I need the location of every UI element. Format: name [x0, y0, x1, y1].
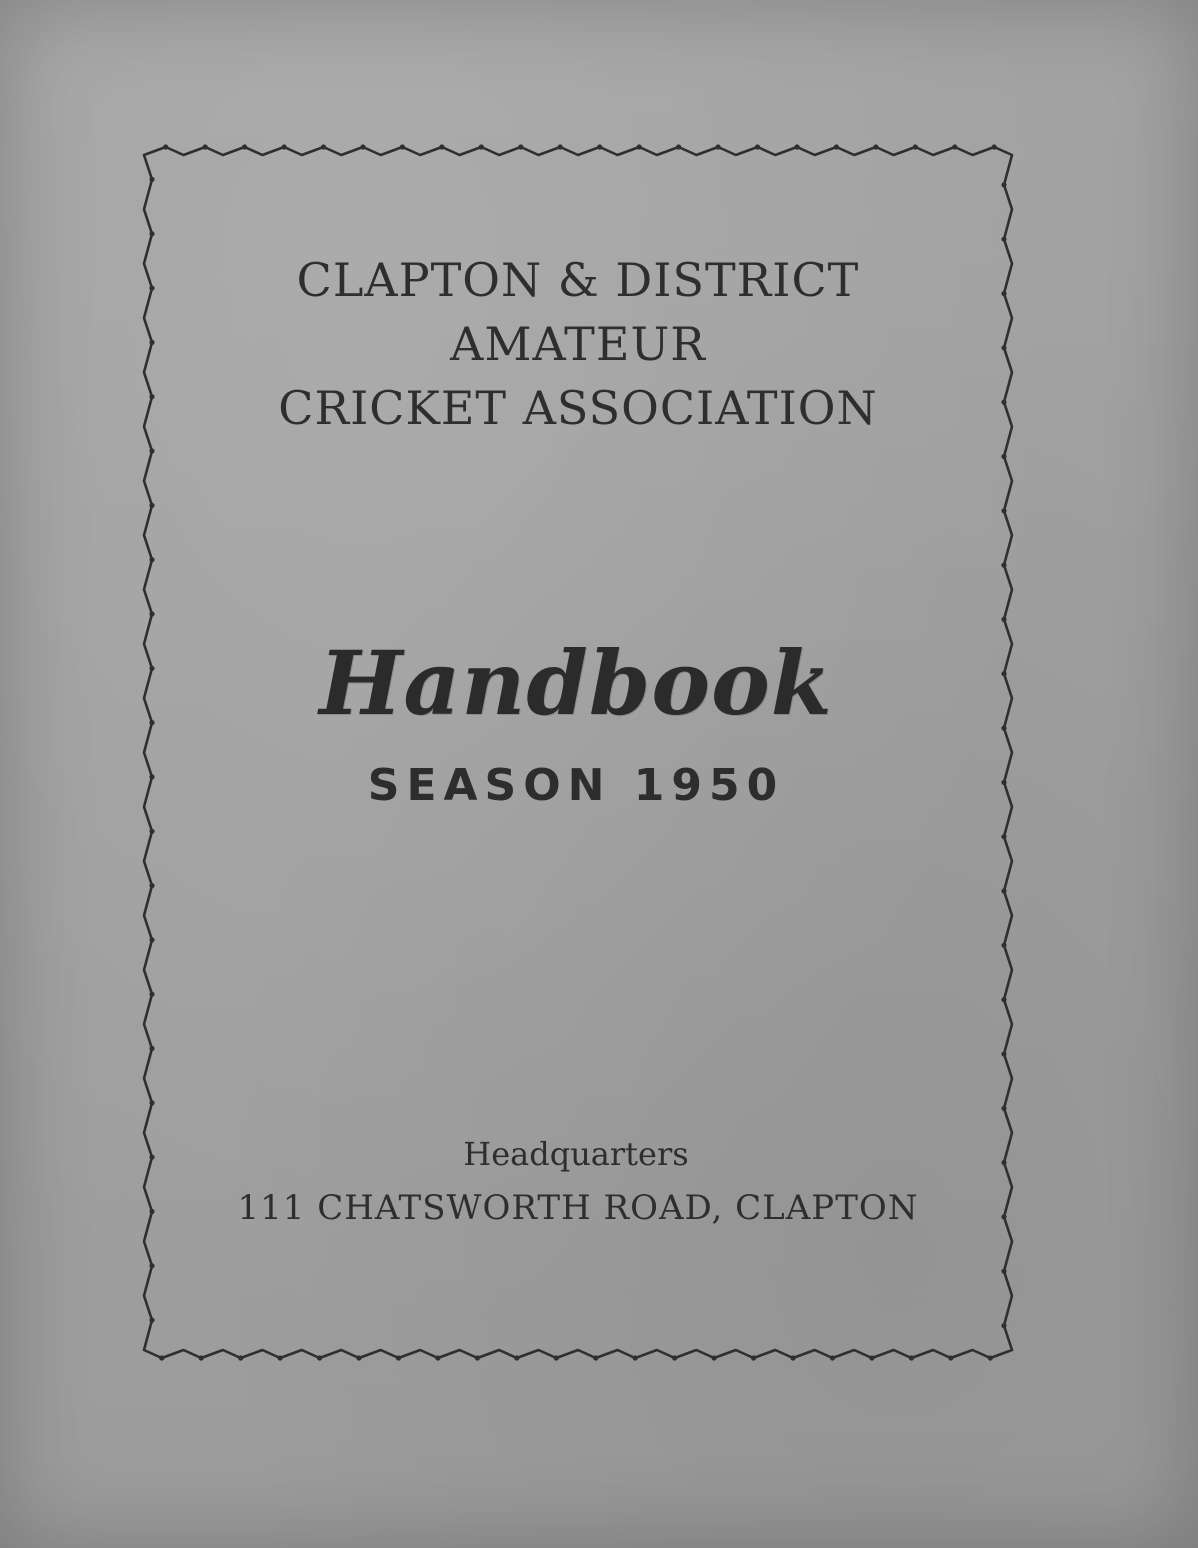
border-ornament-dot	[1001, 834, 1006, 839]
border-ornament-dot	[790, 1355, 795, 1360]
border-ornament-dot	[238, 1355, 243, 1360]
border-ornament-dot	[149, 611, 154, 616]
border-ornament-dot	[1001, 454, 1006, 459]
border-ornament-dot	[1001, 617, 1006, 622]
headquarters-label: Headquarters	[463, 1135, 689, 1173]
border-ornament-dot	[514, 1355, 519, 1360]
association-name-line-2: AMATEUR	[450, 317, 706, 371]
border-ornament-dot	[149, 448, 154, 453]
border-ornament-dot	[518, 144, 523, 149]
border-ornament-dot	[149, 557, 154, 562]
border-ornament-dot	[199, 1355, 204, 1360]
border-ornament-dot	[356, 1355, 361, 1360]
border-ornament-dot	[479, 144, 484, 149]
border-ornament-dot	[475, 1355, 480, 1360]
border-ornament-dot	[554, 1355, 559, 1360]
border-ornament-dot	[676, 144, 681, 149]
border-ornament-dot	[988, 1355, 993, 1360]
border-ornament-dot	[149, 1263, 154, 1268]
border-ornament-dot	[149, 1046, 154, 1051]
border-ornament-dot	[149, 883, 154, 888]
border-ornament-dot	[873, 144, 878, 149]
border-ornament-dot	[149, 231, 154, 236]
handbook-title: Handbook	[319, 631, 833, 735]
border-ornament-dot	[1001, 1106, 1006, 1111]
season-label: SEASON 1950	[367, 760, 785, 811]
border-ornament-dot	[992, 144, 997, 149]
border-ornament-dot	[435, 1355, 440, 1360]
border-ornament-dot	[909, 1355, 914, 1360]
border-ornament-dot	[1001, 1051, 1006, 1056]
border-ornament-dot	[1001, 563, 1006, 568]
border-ornament-dot	[597, 144, 602, 149]
border-ornament-dot	[317, 1355, 322, 1360]
border-ornament-dot	[149, 992, 154, 997]
border-ornament-dot	[830, 1355, 835, 1360]
association-name-line-1: CLAPTON & DISTRICT	[296, 253, 860, 307]
border-ornament-dot	[149, 1100, 154, 1105]
border-ornament-dot	[794, 144, 799, 149]
border-ornament-dot	[672, 1355, 677, 1360]
border-ornament-dot	[1001, 1323, 1006, 1328]
border-ornament-dot	[751, 1355, 756, 1360]
border-ornament-dot	[149, 1318, 154, 1323]
border-ornament-dot	[242, 144, 247, 149]
border-ornament-dot	[712, 1355, 717, 1360]
border-ornament-dot	[633, 1355, 638, 1360]
border-ornament-dot	[948, 1355, 953, 1360]
association-name-line-3: CRICKET ASSOCIATION	[278, 381, 878, 435]
border-ornament-dot	[1001, 508, 1006, 513]
border-ornament-dot	[716, 144, 721, 149]
border-ornament-dot	[149, 829, 154, 834]
border-ornament-dot	[1001, 888, 1006, 893]
border-ornament-dot	[396, 1355, 401, 1360]
border-ornament-dot	[1001, 237, 1006, 242]
border-ornament-dot	[755, 144, 760, 149]
border-ornament-dot	[1001, 1269, 1006, 1274]
border-ornament-dot	[203, 144, 208, 149]
border-ornament-dot	[1001, 182, 1006, 187]
border-ornament-dot	[149, 937, 154, 942]
border-ornament-dot	[159, 1355, 164, 1360]
border-ornament-dot	[163, 144, 168, 149]
border-ornament-dot	[1001, 943, 1006, 948]
border-ornament-dot	[282, 144, 287, 149]
border-ornament-dot	[952, 144, 957, 149]
border-ornament-dot	[149, 503, 154, 508]
border-ornament-dot	[593, 1355, 598, 1360]
border-ornament-dot	[439, 144, 444, 149]
border-ornament-dot	[278, 1355, 283, 1360]
border-ornament-dot	[400, 144, 405, 149]
headquarters-address: 111 CHATSWORTH ROAD, CLAPTON	[237, 1188, 919, 1228]
border-ornament-dot	[149, 177, 154, 182]
border-ornament-dot	[869, 1355, 874, 1360]
border-ornament-dot	[558, 144, 563, 149]
border-ornament-dot	[637, 144, 642, 149]
border-ornament-dot	[360, 144, 365, 149]
border-ornament-dot	[1001, 997, 1006, 1002]
border-ornament-dot	[913, 144, 918, 149]
border-ornament-dot	[321, 144, 326, 149]
border-ornament-dot	[834, 144, 839, 149]
